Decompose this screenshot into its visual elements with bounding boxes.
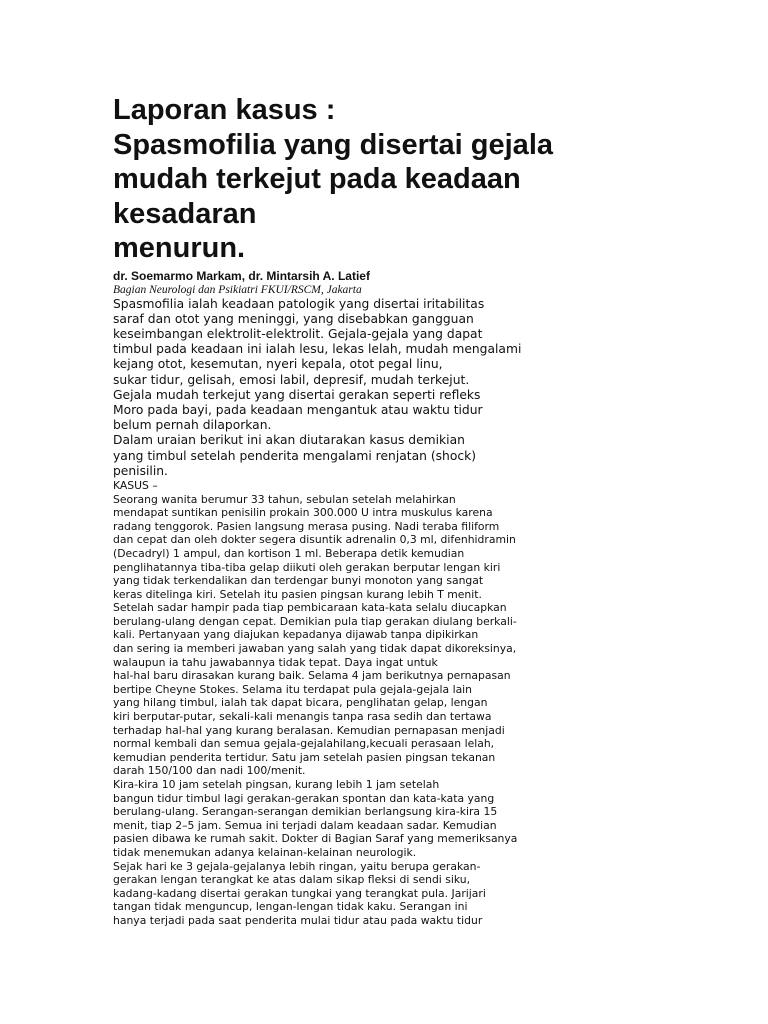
text-line: Gejala mudah terkejut yang disertai gerakan seperti refleks [113, 387, 481, 402]
title-line: Spasmofilia yang disertai gejala [113, 128, 553, 161]
text-line: pasien dibawa ke rumah sakit. Dokter di Bagian Saraf yang memeriksanya [113, 832, 518, 846]
title-line: mudah terkejut pada keadaan [113, 163, 521, 195]
text-line: radang tenggorok. Pasien langsung merasa pusing. Nadi teraba filiform [113, 519, 500, 533]
text-line: saraf dan otot yang meninggi, yang disebabkan gangguan [113, 311, 474, 326]
text-line: kali. Pertanyaan yang diajukan kepadanya dijawab tanpa dipikirkan [113, 628, 479, 642]
affiliation: Bagian Neurologi dan Psikiatri FKUI/RSCM, Jakarta [113, 283, 362, 296]
text-line: (Decadryl) 1 ampul, dan kortison 1 ml. Beberapa detik kemudian [113, 546, 465, 560]
text-line: darah 150/100 dan nadi 100/menit. [113, 764, 306, 778]
text-line: yang tidak terkendalikan dan terdengar bunyi monoton yang sangat [113, 574, 484, 588]
text-line: dan cepat dan oleh dokter segera disuntik adrenalin 0,3 ml, difenhidramin [113, 533, 516, 547]
text-line: Seorang wanita berumur 33 tahun, sebulan setelah melahirkan [113, 492, 456, 506]
title-line: menurun. [113, 232, 246, 264]
text-line: tidak menemukan adanya kelainan-kelainan neurologik. [113, 845, 417, 859]
section-heading: KASUS – [113, 478, 158, 492]
text-line: timbul pada keadaan ini ialah lesu, lekas lelah, mudah mengalami [113, 342, 522, 357]
title-line: Laporan kasus : [113, 94, 336, 126]
title-line: kesadaran [113, 197, 257, 230]
text-line: keras ditelinga kiri. Setelah itu pasien pingsan kurang lebih T menit. [113, 587, 482, 601]
text-line: Moro pada bayi, pada keadaan mengantuk atau waktu tidur [113, 402, 483, 417]
text-line: normal kembali dan semua gejala-gejalahilang,kecuali perasaan lelah, [113, 737, 495, 751]
authors: dr. Soemarmo Markam, dr. Mintarsih A. Latief [113, 268, 370, 283]
text-line: berulang-ulang. Serangan-serangan demikian berlangsung kira-kira 15 [113, 805, 498, 819]
text-line: gerakan lengan terangkat ke atas dalam sikap fleksi di sendi siku, [113, 873, 471, 887]
text-line: sukar tidur, gelisah, emosi labil, depresif, mudah terkejut. [113, 372, 470, 387]
article-title [113, 93, 553, 266]
text-line: keseimbangan elektrolit-elektrolit. Gejala-gejala yang dapat [113, 326, 483, 341]
text-line: terhadap hal-hal yang kurang beralasan. Kemudian pernapasan menjadi [113, 723, 505, 737]
text-line: hanya terjadi pada saat penderita mulai tidur atau pada waktu tidur [113, 913, 483, 927]
text-line: bangun tidur timbul lagi gerakan-gerakan spontan dan kata-kata yang [113, 791, 495, 805]
document-page [113, 93, 553, 928]
text-line: menit, tiap 2–5 jam. Semua ini terjadi dalam keadaan sadar. Kemudian [113, 818, 497, 832]
text-line: bertipe Cheyne Stokes. Selama itu terdapat pula gejala-gejala lain [113, 682, 473, 696]
text-line: kemudian penderita tertidur. Satu jam setelah pasien pingsan tekanan [113, 750, 496, 764]
text-line: yang hilang timbul, ialah tak dapat bicara, penglihatan gelap, lengan [113, 696, 488, 710]
text-line: kiri berputar-putar, sekali-kali menangis tanpa rasa sedih dan tertawa [113, 710, 492, 724]
text-line: Sejak hari ke 3 gejala-gejalanya lebih ringan, yaitu berupa gerakan- [113, 859, 481, 873]
text-line: hal-hal baru dirasakan kurang baik. Selama 4 jam berikutnya pernapasan [113, 669, 511, 683]
text-line: Dalam uraian berikut ini akan diutarakan kasus demikian [113, 433, 465, 448]
text-line: berulang-ulang dengan cepat. Demikian pula tiap gerakan diulang berkali- [113, 614, 517, 628]
text-line: kejang otot, kesemutan, nyeri kepala, otot pegal linu, [113, 357, 443, 372]
text-line: Setelah sadar hampir pada tiap pembicaraan kata-kata selalu diucapkan [113, 601, 507, 615]
text-line: belum pernah dilaporkan. [113, 418, 272, 433]
text-line: tangan tidak menguncup, lengan-lengan tidak kaku. Serangan ini [113, 900, 468, 914]
text-line: penglihatannya tiba-tiba gelap diikuti oleh gerakan berputar lengan kiri [113, 560, 501, 574]
intro-section [113, 297, 553, 479]
text-line: walaupun ia tahu jawabannya tidak tepat. Daya ingat untuk [113, 655, 438, 669]
text-line: kadang-kadang disertai gerakan tungkai yang terangkat pula. Jarijari [113, 886, 486, 900]
text-line: penisilin. [113, 463, 168, 478]
text-line: Kira-kira 10 jam setelah pingsan, kurang lebih 1 jam setelah [113, 778, 440, 791]
text-line: mendapat suntikan penisilin prokain 300.000 U intra muskulus karena [113, 506, 493, 520]
text-line: Spasmofilia ialah keadaan patologik yang disertai iritabilitas [113, 296, 485, 311]
text-line: yang timbul setelah penderita mengalami renjatan (shock) [113, 448, 477, 463]
text-line: dan sering ia memberi jawaban yang salah yang tidak dapat dikoreksinya, [113, 642, 517, 656]
case-section [113, 479, 553, 928]
